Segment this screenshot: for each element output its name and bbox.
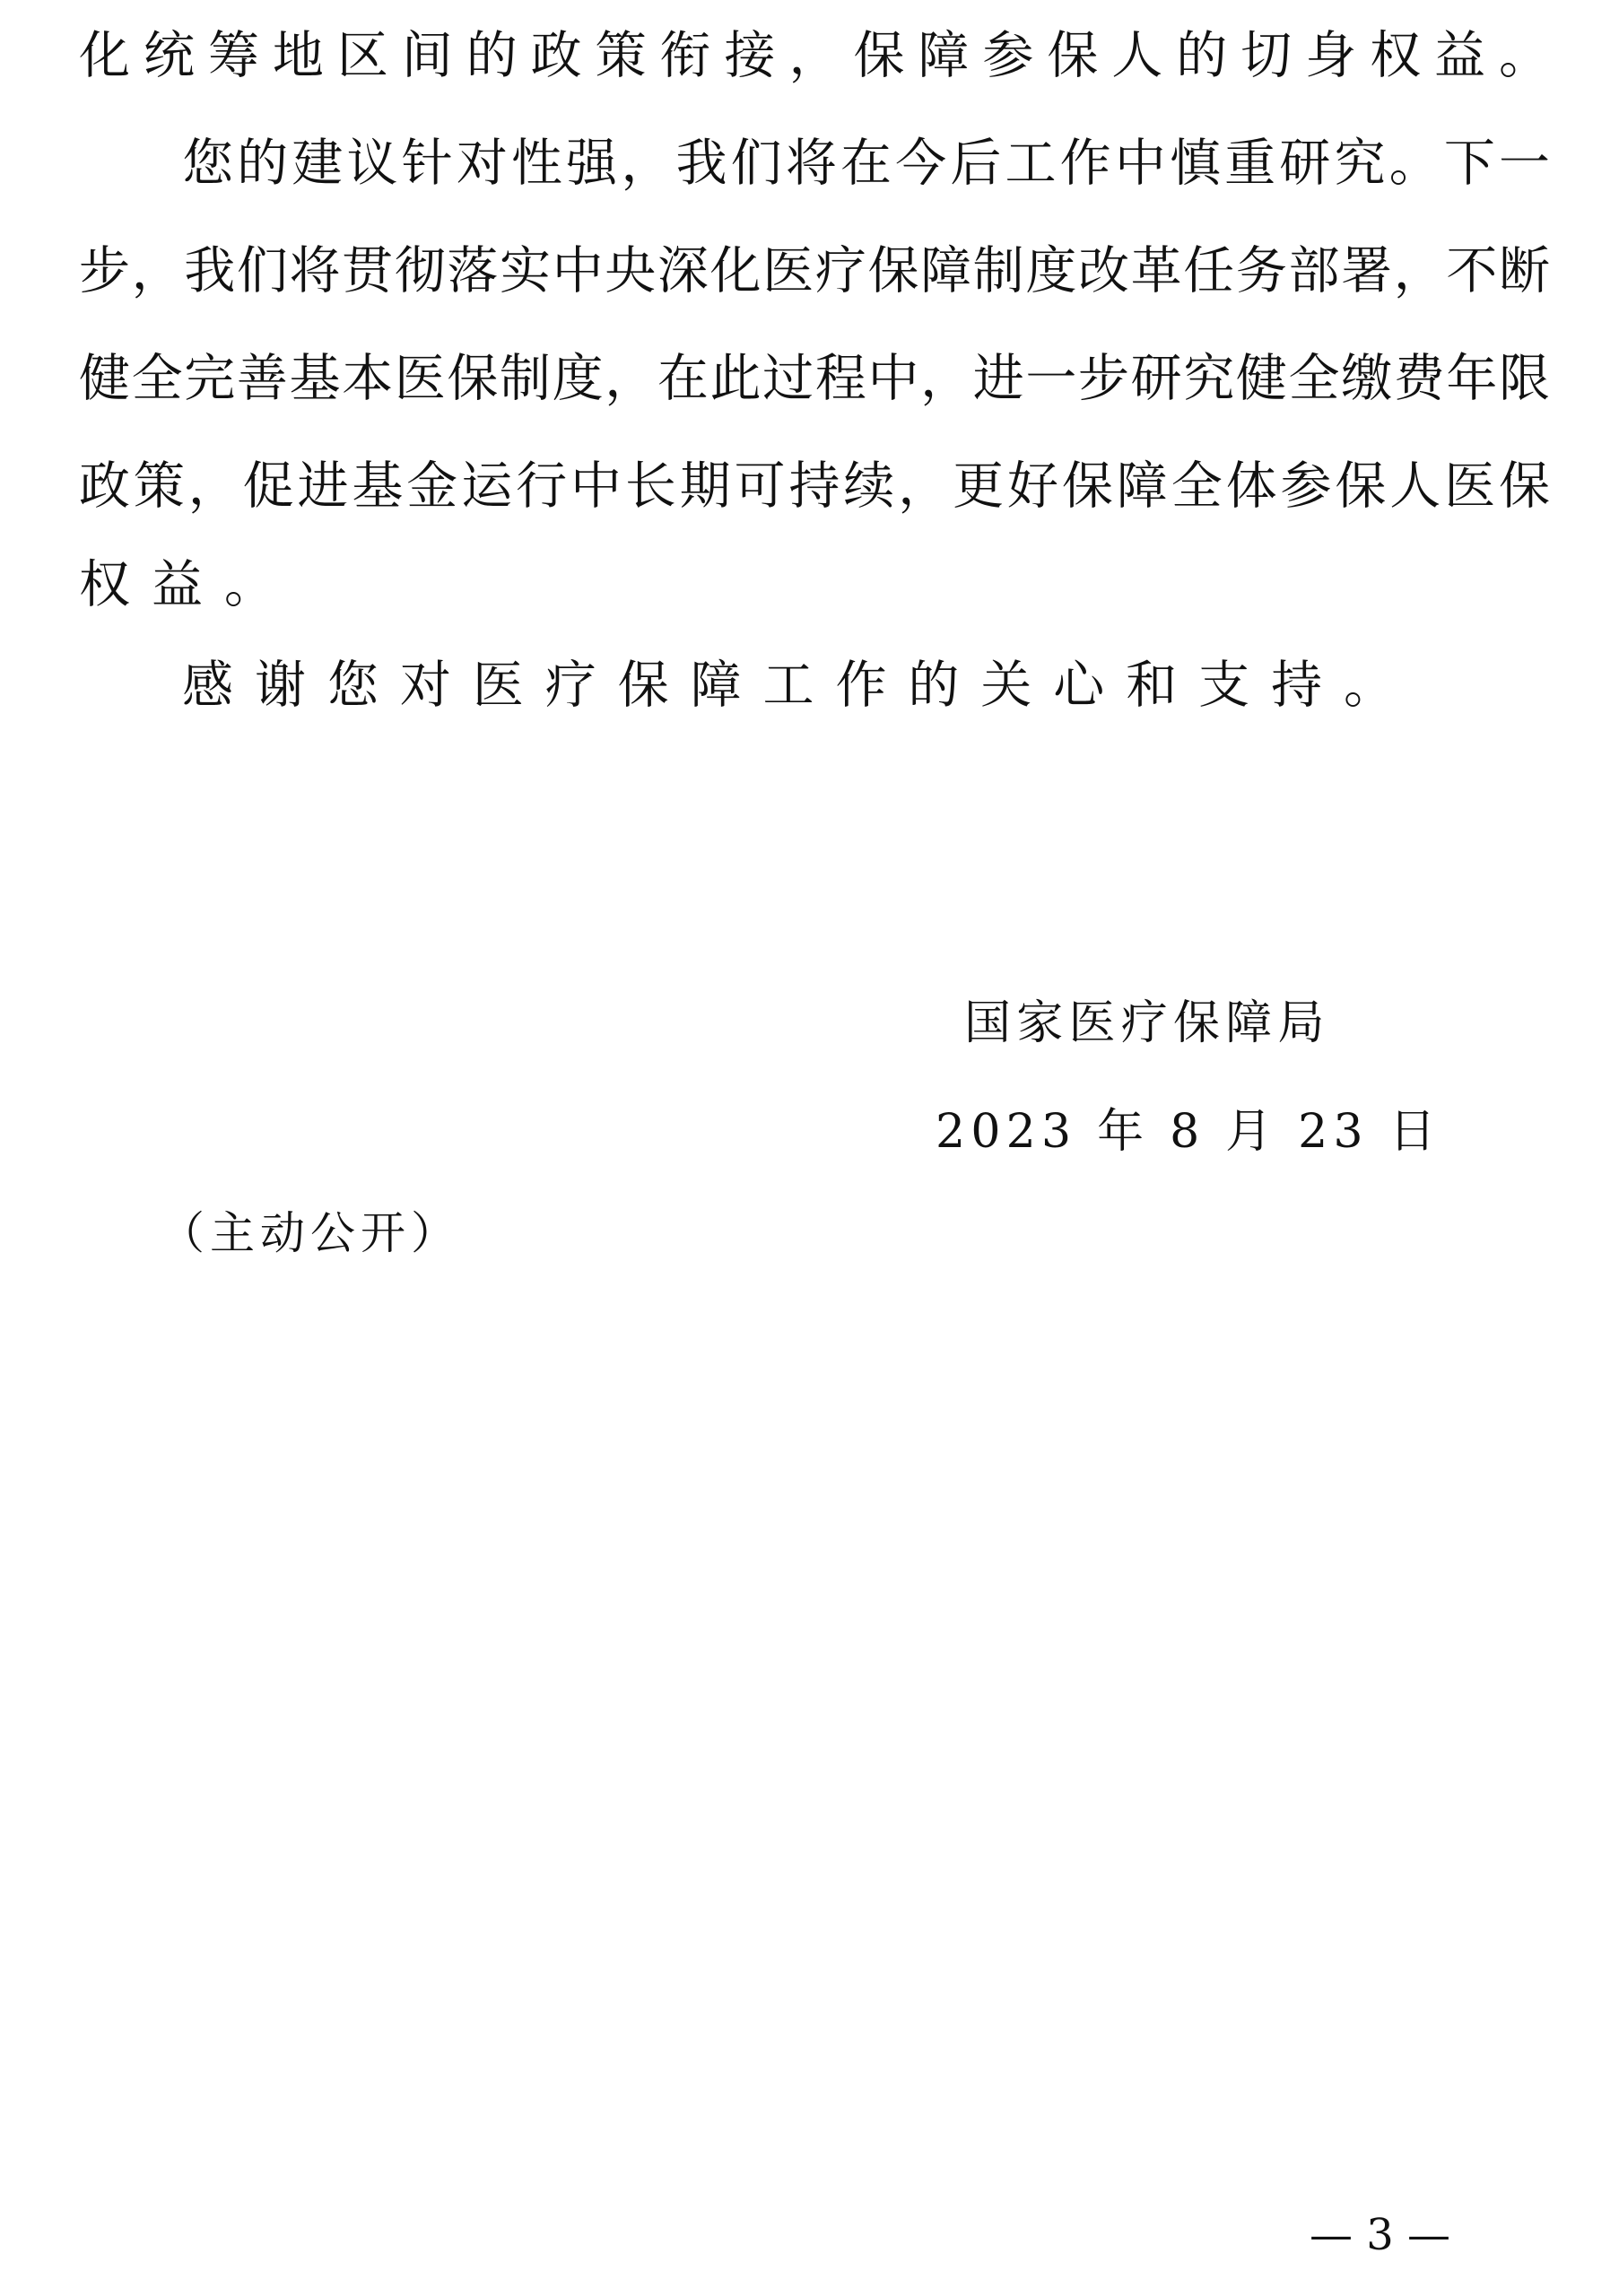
disclosure-note: （主动公开） [160, 1207, 461, 1259]
signoff-organization: 国家医疗保障局 [964, 996, 1330, 1050]
body-line-4: 健全完善基本医保制度，在此过程中，进一步研究健全缴费年限 [79, 349, 1552, 408]
page-number: — 3 — [1310, 2210, 1451, 2260]
body-line-1: 化统筹地区间的政策衔接，保障参保人的切身权益。 [79, 26, 1563, 85]
body-line-2: 您的建议针对性强，我们将在今后工作中慎重研究。下一 [182, 134, 1554, 193]
body-line-3: 步，我们将贯彻落实中央深化医疗保障制度改革任务部署，不断 [79, 241, 1552, 300]
body-line-7: 感谢您对医疗保障工作的关心和支持。 [182, 656, 1416, 715]
body-line-6: 权益。 [79, 555, 297, 614]
body-line-5: 政策，促进基金运行中长期可持续，更好保障全体参保人医保 [79, 457, 1554, 516]
signoff-date: 2023 年 8 月 23 日 [936, 1105, 1441, 1159]
